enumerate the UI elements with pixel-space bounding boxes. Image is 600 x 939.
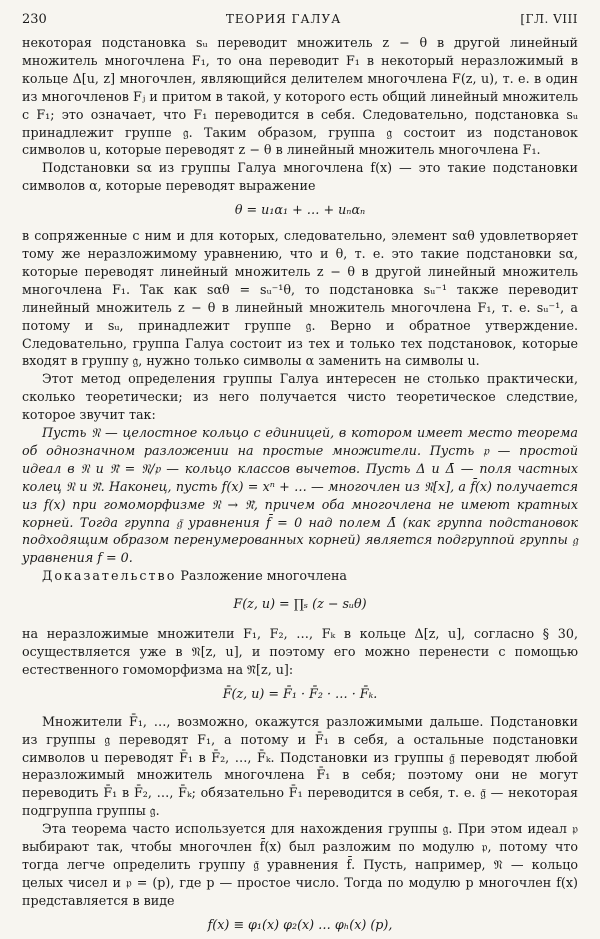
page-number: 230: [22, 12, 47, 27]
paragraph: Подстановки sα из группы Галуа многочлена f(x) — это такие подстановки символов α, которые переводят выражение: [22, 160, 578, 194]
formula-mod-p: f(x) ≡ φ₁(x) φ₂(x) … φₕ(x) (p),: [207, 916, 393, 932]
formula-product: F(z, u) = ∏ₛ (z − sᵤθ): [233, 596, 367, 612]
proof-label: Доказательство: [42, 568, 177, 584]
running-head: [22, 12, 578, 34]
formula-reduced: F̄(z, u) = F̄₁ · F̄₂ · … · F̄ₖ.: [222, 685, 378, 701]
paragraph: Этот метод определения группы Галуа интересен не столько практически, сколько теоретически; из него получается чисто теоретическое следствие, которое звучит так:: [22, 371, 578, 423]
running-title: ТЕОРИЯ ГАЛУА: [225, 12, 342, 26]
theorem-statement: Пусть 𝔑 — целостное кольцо с единицей, в котором имеет место теорема об однозначном разложении на простые множители. Пусть 𝔭 — простой идеал в 𝔑 и 𝔑̄ = 𝔑/𝔭 — кольцо классов вычетов. Пусть Δ и Δ̄ — поля частных колец 𝔑 и 𝔑̄. Наконец, пусть f(x) = xⁿ + … — многочлен из 𝔑[x], а f̄(x) получается из f(x) при гомоморфизме 𝔑 → 𝔑̄, причем оба многочлена не имеют кратных корней. Тогда группа 𝔤̄ уравнения f̄ = 0 над полем Δ̄ (как группа подстановок подходящим образом перенумерованных корней) является подгруппой группы 𝔤 уравнения f = 0.: [22, 425, 578, 566]
paragraph: Множители F̄₁, …, возможно, окажутся разложимыми дальше. Подстановки из группы 𝔤 переводят F₁, а потому и F̄₁ в себя, а остальные подстановки символов u переводят F̄₁ в F̄₂, …, F̄ₖ. Подстановки из группы 𝔤̄ переводят любой неразложимый множитель многочлена F̄₁ в себя; поэтому они не могут переводить F̄₁ в F̄₂, …, F̄ₖ; обязательно F̄₁ переводится в себя, т. е. 𝔤̄ — некоторая подгруппа группы 𝔤.: [22, 713, 578, 819]
page-body: [22, 34, 578, 934]
paragraph: в сопряженные с ним и для которых, следовательно, элемент sαθ удовлетворяет тому же неразложимому уравнению, что и θ, т. е. это такие подстановки sα, которые переводят линейный множитель z − θ в другой линейный множитель многочлена F₁. Так как sαθ = sᵤ⁻¹θ, то подстановка sᵤ⁻¹ также переводит линейный множитель z − θ в линейный множитель многочлена F₁, т. е. sᵤ⁻¹, а потому и sᵤ, принадлежит группе 𝔤. Верно и обратное утверждение. Следовательно, группа Галуа состоит из тех и только тех подстановок, которые входят в группу 𝔤, нужно только символы α заменить на символы u.: [22, 228, 578, 369]
proof-text: Разложение многочлена: [180, 568, 347, 584]
paragraph: некоторая подстановка sᵤ переводит множитель z − θ в другой линейный множитель многочлена F₁, то она переводит F₁ в некоторый неразложимый в кольце Δ[u, z] многочлен, являющийся делителем многочлена F(z, u), т. е. в один из многочленов Fⱼ и притом в такой, у которого есть общий линейный множитель с F₁; это означает, что F₁ переводится в себя. Следовательно, подстановка sᵤ принадлежит группе 𝔤. Таким образом, группа 𝔤 состоит из подстановок символов u, которые переводят z − θ в линейный множитель многочлена F₁.: [22, 35, 578, 158]
chapter-label: [ГЛ. VIII: [520, 12, 578, 26]
paragraph: на неразложимые множители F₁, F₂, …, Fₖ в кольце Δ[z, u], согласно § 30, осуществляется уже в 𝔑[z, u], и поэтому его можно перенести с помощью естественного гомоморфизма на 𝔑̄[z, u]:: [22, 626, 578, 677]
paragraph: Эта теорема часто используется для нахождения группы 𝔤. При этом идеал 𝔭 выбирают так, чтобы многочлен f̄(x) был разложим по модулю 𝔭, потому что тогда легче определить группу 𝔤̄ уравнения f̄. Пусть, например, 𝔑 — кольцо целых чисел и 𝔭 = (p), где p — простое число. Тогда по модулю p многочлен f(x) представляется в виде: [22, 821, 578, 908]
proof-intro: [22, 567, 578, 585]
formula-theta: θ = u₁α₁ + … + uₙαₙ: [234, 202, 366, 218]
